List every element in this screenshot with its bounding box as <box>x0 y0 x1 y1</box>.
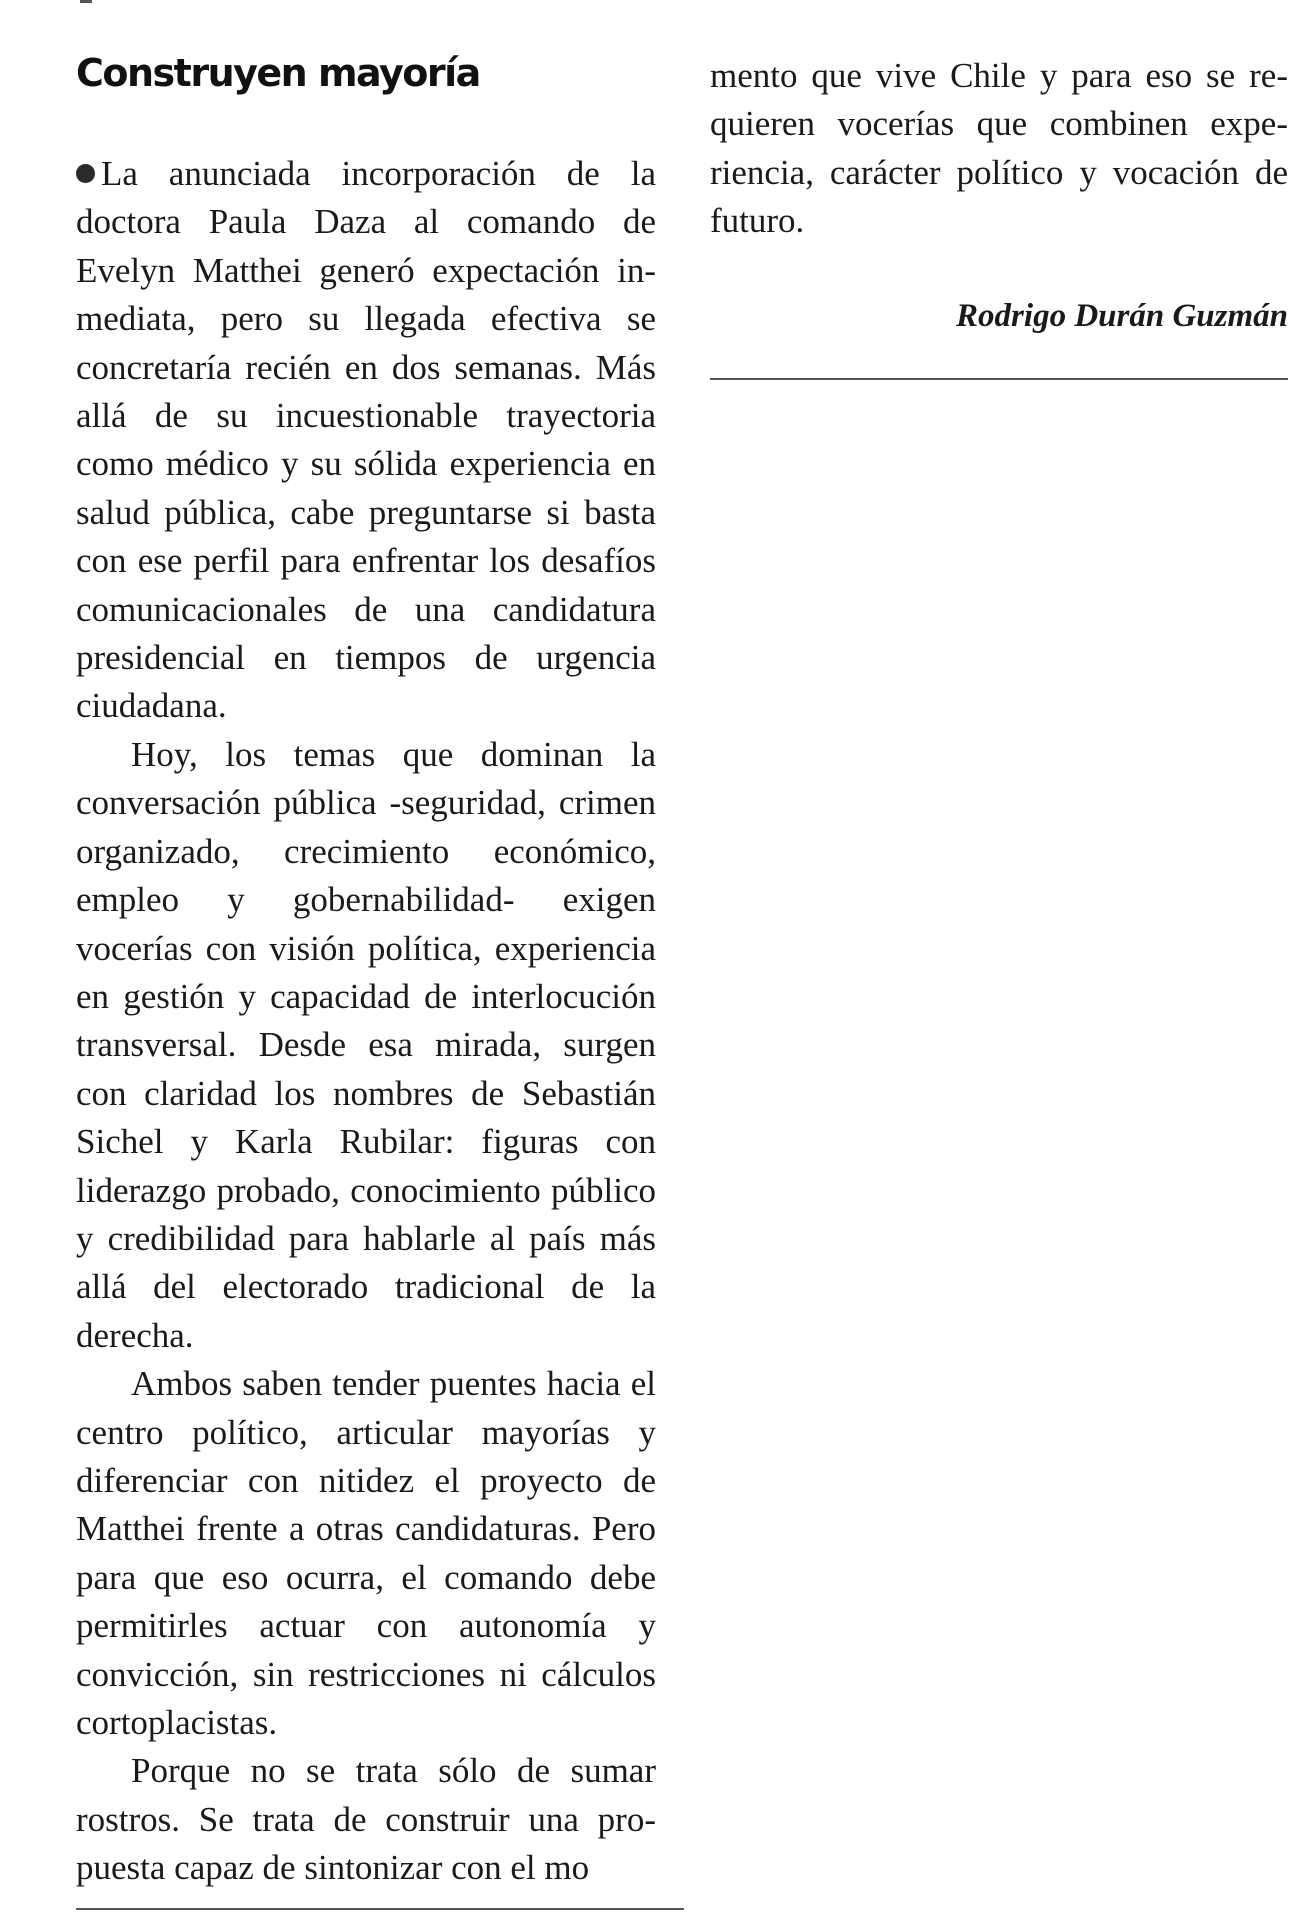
continuation-paragraph: mento que vive Chile y para eso se requieren vocerías que combinen experiencia, carácter político y vocación de futuro. <box>710 56 1288 241</box>
headline: Construyen mayoría <box>76 51 480 95</box>
paragraph-2: Hoy, los temas que dominan la conversación pública -seguridad, crimen organizado, crecimiento económico, empleo y gobernabilidad- exigen vocerías con visión política, experiencia en gestión y capacidad de interlocución transversal. Desde esa mirada, surgen con claridad los nombres de Sebastián Sichel y Karla Rubilar: figuras con liderazgo probado, conocimiento público y credibilidad para hablarle al país más allá del electorado tradicional de la derecha. <box>76 734 656 1355</box>
top-rule-fragment <box>80 0 92 3</box>
paragraph-3: Ambos saben tender puentes hacia el centro político, articular mayorías y diferenciar con nitidez el proyecto de Matthei frente a otras candidaturas. Pero para que eso ocurra, el comando debe permitirles actuar con autonomía y convicción, sin restricciones ni cálculos cortoplacistas. <box>76 1364 656 1742</box>
article-body <box>76 150 656 1893</box>
paragraph-4: Porque no se trata sólo de sumar rostros. Se trata de construir una propuesta capaz de sintonizar con el mo <box>76 1751 656 1888</box>
author-byline: Rodrigo Durán Guzmán <box>956 298 1288 334</box>
paragraph-1-text: La anunciada incorporación de la doctora Paula Daza al comando de Evelyn Matthei generó expectación inmediata, pero su llegada efectiva se concretaría recién en dos semanas. Más allá de su incuestionable trayectoria como médico y su sólida experiencia en salud pública, cabe preguntarse si basta con ese perfil para enfrentar los desafíos comunicacionales de una candidatura presidencial en tiempos de urgencia ciudadana. <box>76 154 656 726</box>
bottom-rule <box>76 1908 684 1910</box>
paragraph-1 <box>76 150 656 731</box>
article-end-rule <box>710 378 1288 380</box>
bullet-icon <box>76 164 95 183</box>
